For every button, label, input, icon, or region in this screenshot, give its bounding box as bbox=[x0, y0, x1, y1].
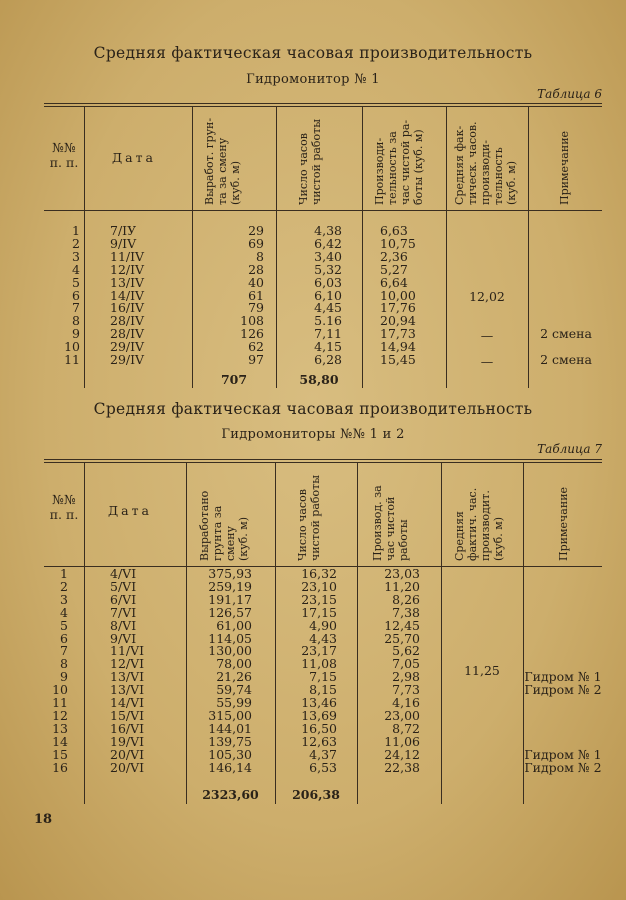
table7-cell-hours: 16,32 bbox=[301, 566, 337, 581]
table6-header-hours: Число часов чистой работы bbox=[297, 119, 323, 205]
table6-cell-vol: 62 bbox=[248, 339, 264, 355]
table6-cell-date: 28/IV bbox=[110, 313, 145, 329]
table7-cell-hours: 13,69 bbox=[301, 707, 337, 723]
table7-cell-n: 8 bbox=[60, 656, 68, 672]
table6-cell-hours: 6,28 bbox=[314, 352, 342, 367]
table7-cell-hours: 13,46 bbox=[301, 695, 337, 710]
table7-title: Средняя фактическая часовая производительность bbox=[93, 400, 533, 418]
table6-cell-hours: 7,11 bbox=[314, 326, 342, 342]
table7-cell-hours: 11,08 bbox=[301, 656, 337, 672]
table7-cell-vol: 105,30 bbox=[208, 746, 252, 762]
table7-cell-n: 1 bbox=[60, 566, 68, 581]
table6-cell-prod: 17,76 bbox=[380, 300, 416, 316]
table7-cell-vol: 259,19 bbox=[208, 578, 252, 594]
table7-header-hours: Число часов чистой работы bbox=[296, 475, 322, 561]
table6-label: Таблица 6 bbox=[537, 87, 602, 101]
table6-cell-vol: 126 bbox=[240, 326, 264, 342]
table6-header-rule bbox=[44, 210, 602, 211]
table7-cell-prod: 23,00 bbox=[384, 707, 420, 723]
table7-cell-date: 5/VI bbox=[110, 578, 137, 594]
table7-cell-prod: 7,38 bbox=[392, 604, 420, 620]
table7-cell-n: 2 bbox=[60, 578, 68, 594]
table7-cell-date: 6/VI bbox=[110, 591, 137, 607]
table7-cell-n: 3 bbox=[60, 591, 68, 607]
table7-header-avg: Средняя фактич. час. производит. (куб. м) bbox=[453, 487, 505, 561]
table6-cell-hours: 5,32 bbox=[314, 261, 342, 277]
table6-cell-n: 3 bbox=[72, 248, 80, 264]
table6-cell-n: 9 bbox=[72, 326, 80, 342]
table7-cell-n: 10 bbox=[52, 682, 68, 698]
table7-cell-note: Гидром № 1 bbox=[524, 669, 602, 685]
table7-cell-vol: 21,26 bbox=[216, 669, 252, 685]
table7-cell-hours: 23,17 bbox=[301, 643, 337, 659]
table7-cell-n: 6 bbox=[60, 630, 68, 646]
table7-cell-prod: 11,06 bbox=[384, 733, 420, 749]
table7-cell-n: 16 bbox=[52, 759, 68, 775]
table7-cell-hours: 4,43 bbox=[309, 630, 337, 646]
table6-header-productivity: Производи- тельность за час чистой ра- боты (куб. м) bbox=[373, 119, 425, 205]
table6-header-num: №№ п. п. bbox=[49, 140, 79, 170]
table6-cell-vol: 28 bbox=[248, 261, 264, 277]
table6-average: 12,02 bbox=[469, 289, 505, 304]
table7-cell-prod: 2,98 bbox=[392, 669, 420, 685]
table7-cell-prod: 24,12 bbox=[384, 746, 420, 762]
table7-cell-n: 11 bbox=[52, 695, 68, 710]
table7-label: Таблица 7 bbox=[537, 442, 602, 456]
table7-col-divider bbox=[441, 462, 442, 804]
table7-cell-n: 13 bbox=[52, 720, 68, 736]
table6-cell-date: 13/IV bbox=[110, 274, 145, 290]
table6-cell-date: 7/IУ bbox=[110, 223, 137, 238]
table6-subtitle: Гидромонитор № 1 bbox=[246, 72, 380, 87]
table6-cell-date: 16/IV bbox=[110, 300, 145, 316]
table7-header-productivity: Производ. за час чистой работы bbox=[371, 485, 410, 561]
table6-cell-note: 2 смена bbox=[540, 352, 592, 367]
table7-cell-hours: 23,10 bbox=[301, 578, 337, 594]
table6-cell-n: 8 bbox=[72, 313, 80, 329]
table7-cell-prod: 12,45 bbox=[384, 617, 420, 633]
table6-cell-prod: 10,00 bbox=[380, 287, 416, 303]
table7-cell-hours: 7,15 bbox=[309, 669, 337, 685]
table6-cell-hours: 4,38 bbox=[314, 223, 342, 238]
table7-cell-vol: 61,00 bbox=[216, 617, 252, 633]
table6-col-divider bbox=[446, 106, 447, 388]
table7-cell-prod: 8,26 bbox=[392, 591, 420, 607]
table7-cell-n: 15 bbox=[52, 746, 68, 762]
table7-cell-vol: 78,00 bbox=[216, 656, 252, 672]
table6-cell-n: 11 bbox=[64, 352, 80, 367]
table6-cell-n: 6 bbox=[72, 287, 80, 303]
table6-cell-n: 4 bbox=[72, 261, 80, 277]
table6-cell-date: 29/IV bbox=[110, 339, 145, 355]
table6-cell-hours: 6,03 bbox=[314, 274, 342, 290]
table7-cell-vol: 59,74 bbox=[216, 682, 252, 698]
table7-cell-vol: 55,99 bbox=[216, 695, 252, 710]
table7-top-rule bbox=[44, 459, 602, 460]
table6-cell-prod: 2,36 bbox=[380, 248, 408, 264]
table7-cell-prod: 23,03 bbox=[384, 566, 420, 581]
table7-top-rule-2 bbox=[44, 462, 602, 463]
table6-cell-date: 28/IV bbox=[110, 326, 145, 342]
table7-cell-vol: 114,05 bbox=[208, 630, 252, 646]
table6-cell-vol: 61 bbox=[248, 287, 264, 303]
table7-cell-n: 5 bbox=[60, 617, 68, 633]
table7-cell-hours: 4,90 bbox=[309, 617, 337, 633]
table7-cell-vol: 315,00 bbox=[208, 707, 252, 723]
table7-header-date: Дата bbox=[108, 503, 152, 518]
table6-cell-vol: 97 bbox=[248, 352, 264, 367]
table6-top-rule bbox=[44, 103, 602, 104]
table6-cell-hours: 6,10 bbox=[314, 287, 342, 303]
table7-cell-hours: 17,15 bbox=[301, 604, 337, 620]
table7-total-hours: 206,38 bbox=[292, 787, 340, 802]
table6-cell-prod: 6,64 bbox=[380, 274, 408, 290]
table6-cell-vol: 8 bbox=[256, 248, 264, 264]
table7-cell-n: 7 bbox=[60, 643, 68, 659]
table6-cell-date: 11/IV bbox=[110, 248, 145, 264]
table6-cell-n: 5 bbox=[72, 274, 80, 290]
table7-cell-prod: 11,20 bbox=[384, 578, 420, 594]
table6-col-divider bbox=[528, 106, 529, 388]
table7-cell-prod: 7,05 bbox=[392, 656, 420, 672]
table7-cell-prod: 22,38 bbox=[384, 759, 420, 775]
table7-cell-vol: 146,14 bbox=[208, 759, 252, 775]
table6-cell-prod: 17,73 bbox=[380, 326, 416, 342]
table7-cell-date: 20/VI bbox=[110, 746, 145, 762]
page-number: 18 bbox=[34, 812, 53, 827]
table7-cell-date: 8/VI bbox=[110, 617, 137, 633]
table7-cell-prod: 4,16 bbox=[392, 695, 420, 710]
table6-total-volume: 707 bbox=[220, 372, 248, 387]
table6-cell-n: 2 bbox=[72, 235, 80, 251]
table7-cell-date: 13/VI bbox=[110, 682, 145, 698]
table7-cell-date: 12/VI bbox=[110, 656, 145, 672]
table6-cell-vol: 40 bbox=[248, 274, 264, 290]
table7-cell-date: 9/VI bbox=[110, 630, 137, 646]
table6-cell-prod: 10,75 bbox=[380, 235, 416, 251]
table6-cell-hours: 6,42 bbox=[314, 235, 342, 251]
table6-cell-vol: 29 bbox=[248, 223, 264, 238]
table7-cell-date: 15/VI bbox=[110, 707, 145, 723]
table7-cell-hours: 4,37 bbox=[309, 746, 337, 762]
table7-cell-prod: 7,73 bbox=[392, 682, 420, 698]
table7-cell-date: 13/VI bbox=[110, 669, 145, 685]
table7-cell-vol: 139,75 bbox=[208, 733, 252, 749]
table6-header-date: Дата bbox=[112, 150, 156, 165]
table6-cell-prod: 20,94 bbox=[380, 313, 416, 329]
table7-cell-date: 7/VI bbox=[110, 604, 137, 620]
table7-cell-prod: 5,62 bbox=[392, 643, 420, 659]
table7-cell-date: 20/VI bbox=[110, 759, 145, 775]
table6-total-hours: 58,80 bbox=[299, 372, 339, 387]
table6-cell-prod: 6,63 bbox=[380, 223, 408, 238]
table7-cell-vol: 191,17 bbox=[208, 591, 252, 607]
table6-dash: — bbox=[480, 354, 494, 369]
table7-cell-date: 16/VI bbox=[110, 720, 145, 736]
table7-cell-hours: 23,15 bbox=[301, 591, 337, 607]
table6-col-divider bbox=[84, 106, 85, 388]
table6-col-divider bbox=[276, 106, 277, 388]
table7-cell-note: Гидром № 2 bbox=[524, 682, 602, 698]
table6-cell-prod: 5,27 bbox=[380, 261, 408, 277]
table6-col-divider bbox=[362, 106, 363, 388]
table6-cell-date: 29/IV bbox=[110, 352, 145, 367]
table7-cell-hours: 16,50 bbox=[301, 720, 337, 736]
table6-cell-n: 7 bbox=[72, 300, 80, 316]
table7-cell-n: 4 bbox=[60, 604, 68, 620]
table6-cell-vol: 79 bbox=[248, 300, 264, 316]
table7-header-volume: Выработано грунта за смену (куб. м) bbox=[198, 490, 250, 561]
table7-cell-date: 11/VI bbox=[110, 643, 145, 659]
table7-cell-vol: 375,93 bbox=[208, 566, 252, 581]
table7-average: 11,25 bbox=[464, 663, 500, 678]
table7-cell-date: 19/VI bbox=[110, 733, 145, 749]
table7-col-divider bbox=[84, 462, 85, 804]
table6-cell-hours: 5.16 bbox=[314, 313, 342, 329]
table6-cell-date: 12/IV bbox=[110, 261, 145, 277]
table6-header-note: Примечание bbox=[558, 130, 571, 205]
table7-cell-note: Гидром № 2 bbox=[524, 759, 602, 775]
table6-header-avg: Средняя фак- тическ. часов. производи- тельность (куб. м) bbox=[453, 121, 518, 205]
table7-cell-n: 12 bbox=[52, 707, 68, 723]
table7-subtitle: Гидромониторы №№ 1 и 2 bbox=[221, 427, 405, 442]
table6-cell-date: 14/IV bbox=[110, 287, 145, 303]
table7-cell-vol: 126,57 bbox=[208, 604, 252, 620]
table7-cell-vol: 144,01 bbox=[208, 720, 252, 736]
table7-header-note: Примечание bbox=[557, 486, 570, 561]
table7-cell-n: 9 bbox=[60, 669, 68, 685]
table7-cell-hours: 6,53 bbox=[309, 759, 337, 775]
table7-header-num: №№ п. п. bbox=[49, 492, 79, 522]
table6-cell-hours: 3,40 bbox=[314, 248, 342, 264]
table6-cell-date: 9/IV bbox=[110, 235, 137, 251]
table7-cell-vol: 130,00 bbox=[208, 643, 252, 659]
table6-top-rule-2 bbox=[44, 106, 602, 107]
table7-cell-date: 4/VI bbox=[110, 566, 137, 581]
table6-cell-hours: 4,45 bbox=[314, 300, 342, 316]
table6-title: Средняя фактическая часовая производительность bbox=[93, 44, 533, 62]
table6-cell-vol: 69 bbox=[248, 235, 264, 251]
table6-dash: — bbox=[480, 328, 494, 343]
table6-header-volume: Выработ. грун- та за смену (куб. м) bbox=[203, 117, 242, 205]
table7-cell-n: 14 bbox=[52, 733, 68, 749]
table7-cell-note: Гидром № 1 bbox=[524, 746, 602, 762]
table6-cell-prod: 14,94 bbox=[380, 339, 416, 355]
table7-total-volume: 2323,60 bbox=[202, 787, 259, 802]
table7-cell-date: 14/VI bbox=[110, 695, 145, 710]
table6-cell-n: 10 bbox=[64, 339, 80, 355]
table6-cell-n: 1 bbox=[72, 223, 80, 238]
table6-cell-vol: 108 bbox=[240, 313, 264, 329]
table6-cell-note: 2 смена bbox=[540, 326, 592, 342]
table6-cell-prod: 15,45 bbox=[380, 352, 416, 367]
table7-cell-hours: 8,15 bbox=[309, 682, 337, 698]
table7-cell-prod: 25,70 bbox=[384, 630, 420, 646]
table7-cell-prod: 8,72 bbox=[392, 720, 420, 736]
table6-cell-hours: 4,15 bbox=[314, 339, 342, 355]
table7-cell-hours: 12,63 bbox=[301, 733, 337, 749]
